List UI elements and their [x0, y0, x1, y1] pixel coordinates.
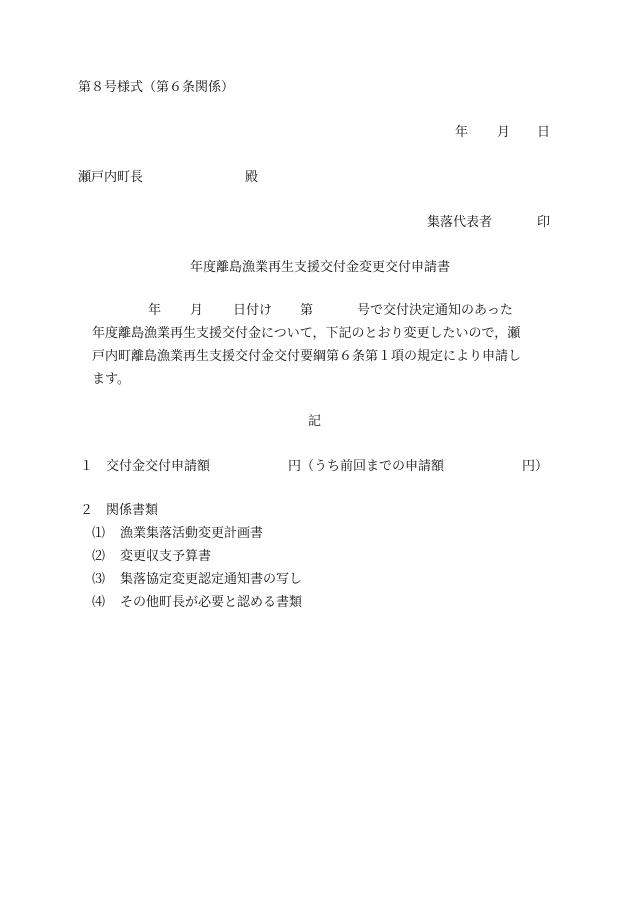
subitem-2-text: 変更収支予算書	[120, 549, 212, 564]
document-title: 年度離島漁業再生支援交付金変更交付申請書	[190, 260, 451, 275]
date-day-label: 日	[537, 125, 551, 140]
body-line2: 年度離島漁業再生支援交付金について，下記のとおり変更したいので，瀬	[92, 326, 521, 341]
item-1-yen-open: 円（うち前回までの申請額	[288, 459, 445, 474]
subitem-3-number: ⑶	[92, 572, 106, 587]
date-year-label: 年	[455, 125, 469, 140]
date-month-label: 月	[497, 125, 511, 140]
addressee-name: 瀬戸内町長	[78, 170, 144, 185]
subitem-4-number: ⑷	[92, 595, 106, 610]
item-2-number: ２	[80, 503, 94, 518]
subitem-2-number: ⑵	[92, 549, 106, 564]
body-year-label: 年	[148, 303, 162, 318]
applicant-seal: 印	[537, 215, 551, 230]
body-dated-label: 日付け	[233, 303, 273, 318]
form-number: 第８号様式（第６条関係）	[78, 80, 235, 95]
item-2-label: 関係書類	[106, 503, 159, 518]
body-line3: 戸内町離島漁業再生支援交付金交付要綱第６条第１項の規定により申請し	[92, 349, 522, 364]
subitem-4-text: その他町長が必要と認める書類	[120, 595, 303, 610]
ki-heading: 記	[308, 414, 322, 429]
body-month-label: 月	[190, 303, 204, 318]
body-dai-label: 第	[300, 303, 314, 318]
item-1-yen-close: 円）	[522, 459, 549, 474]
item-1-label: 交付金交付申請額	[106, 459, 211, 474]
subitem-1-number: ⑴	[92, 526, 106, 541]
item-1-number: １	[80, 459, 94, 474]
body-line1-rest: 号で交付決定通知のあった	[357, 303, 513, 318]
subitem-3-text: 集落協定変更認定通知書の写し	[120, 572, 303, 587]
body-line4: ます。	[92, 372, 130, 387]
addressee-honorific: 殿	[245, 170, 259, 185]
applicant-title: 集落代表者	[427, 215, 493, 230]
subitem-1-text: 漁業集落活動変更計画書	[120, 526, 264, 541]
